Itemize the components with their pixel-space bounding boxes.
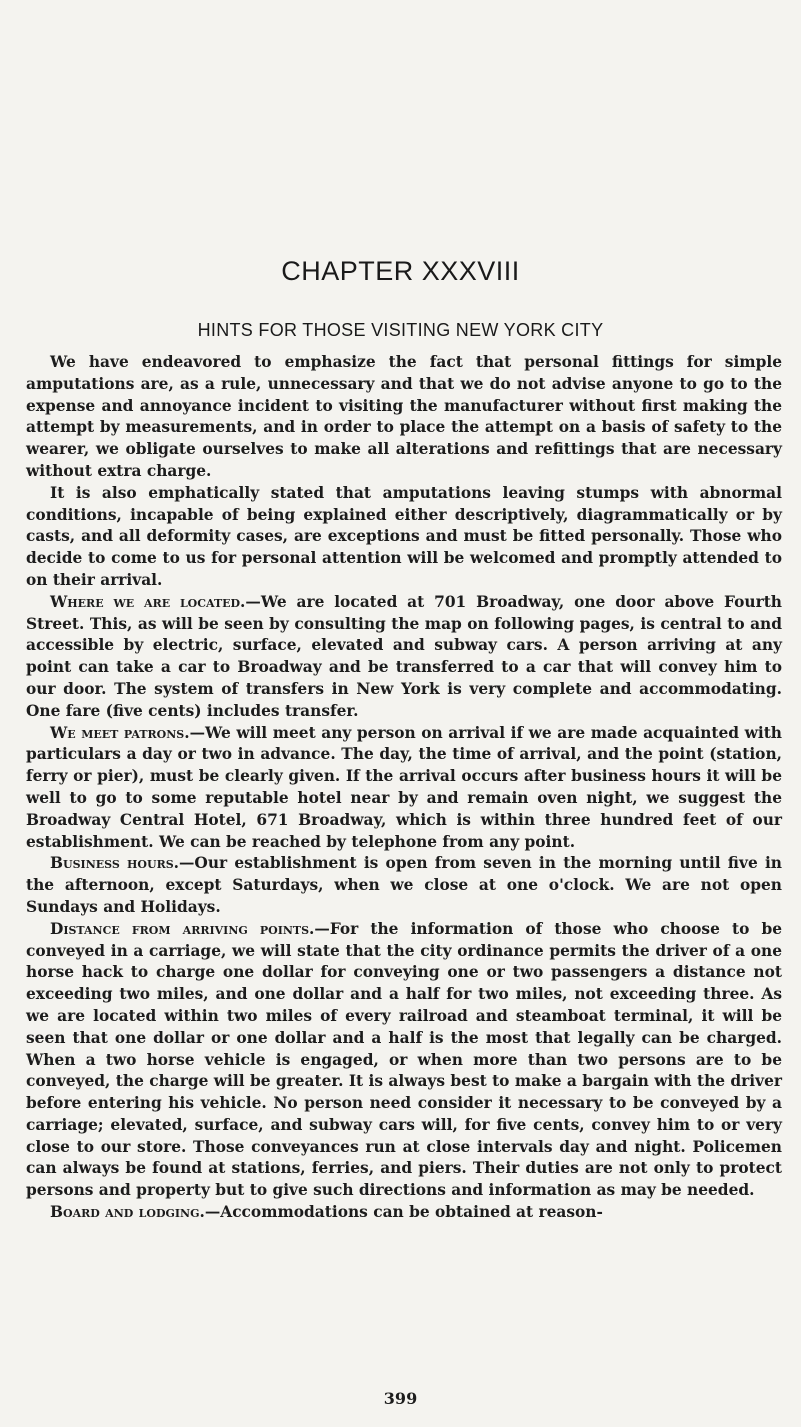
paragraph-board-lodging [26,1202,782,1224]
paragraph-lead: Board and lodging. [50,1203,205,1222]
paragraph-text: —Our establishment is open from seven in the morning until five in the afternoon, except Saturdays, when we close at one o'clock. We are not open Sundays and Holidays. [26,854,782,916]
paragraph-text: —We will meet any person on arrival if we are made acquainted with particulars a day or two in advance. The day, the time of arrival, and the point (station, ferry or pier), must be clearly given. If the arrival occurs after business hours it will be well to go to some reputable hotel near by and remain oven night, we suggest the Broadway Central Hotel, 671 Broadway, which is within three hundred feet of our establishment. We can be reached by telephone from any point. [26,723,782,851]
paragraph-lead: Business hours. [50,854,180,873]
paragraph-location [26,592,782,723]
paragraph-meet-patrons [26,723,782,854]
body-text [26,352,782,1224]
paragraph-text: We have endeavored to emphasize the fact that personal fittings for simple amputations are, as a rule, unnecessary and that we do not advise anyone to go to the expense and annoyance incident to visiting the manufacturer without first making the attempt by measurements, and in order to place the attempt on a basis of safety to the wearer, we obligate ourselves to make all alterations and refittings that are necessary without extra charge. [26,353,782,480]
chapter-title: CHAPTER XXXVIII [281,256,520,286]
paragraph-business-hours [26,853,782,918]
paragraph-text: —We are located at 701 Broadway, one door above Fourth Street. This, as will be seen by consulting the map on following pages, is central to and accessible by electric, surface, elevated and subway cars. A person arriving at any point can take a car to Broadway and be transferred to a car that will convey him to our door. The system of transfers in New York is very complete and accommodating. One fare (five cents) includes transfer. [26,592,782,720]
paragraph-lead: Distance from arriving points. [50,919,315,938]
chapter-subtitle: HINTS FOR THOSE VISITING NEW YORK CITY [197,320,604,340]
paragraph-text: It is also emphatically stated that amputations leaving stumps with abnormal conditions, incapable of being explained either descriptively, diagrammatically or by casts, and all deformity cases, are exceptions and must be fitted personally. Those who decide to come to us for personal attention will be welcomed and promptly attended to on their arrival. [26,483,782,589]
paragraph-lead: Where we are located. [50,592,246,611]
paragraph-intro [26,352,782,483]
paragraph-distance [26,919,782,1202]
paragraph-abnormal-conditions [26,483,782,592]
paragraph-text: —For the information of those who choose to be conveyed in a carriage, we will state that the city ordinance permits the driver of a one horse hack to charge one dollar for conveying one or two passengers a distance not exceeding two miles, and one dollar and a half for two miles, not exceeding three. As we are located within two miles of every railroad and steamboat terminal, it will be seen that one dollar or one dollar and a half is the most that legally can be charged. When a two horse vehicle is engaged, or when more than two persons are to be conveyed, the charge will be greater. It is always best to make a bargain with the driver before entering his vehicle. No person need consider it necessary to be conveyed by a carriage; elevated, surface, and subway cars will, for five cents, convey him to or very close to our store. Those conveyances run at close intervals day and night. Policemen can always be found at stations, ferries, and piers. Their duties are not only to protect persons and property but to give such directions and information as may be needed. [26,919,783,1200]
paragraph-text: —Accommodations can be obtained at reason- [204,1203,603,1222]
paragraph-lead: We meet patrons. [50,723,190,742]
page-number: 399 [383,1389,418,1408]
